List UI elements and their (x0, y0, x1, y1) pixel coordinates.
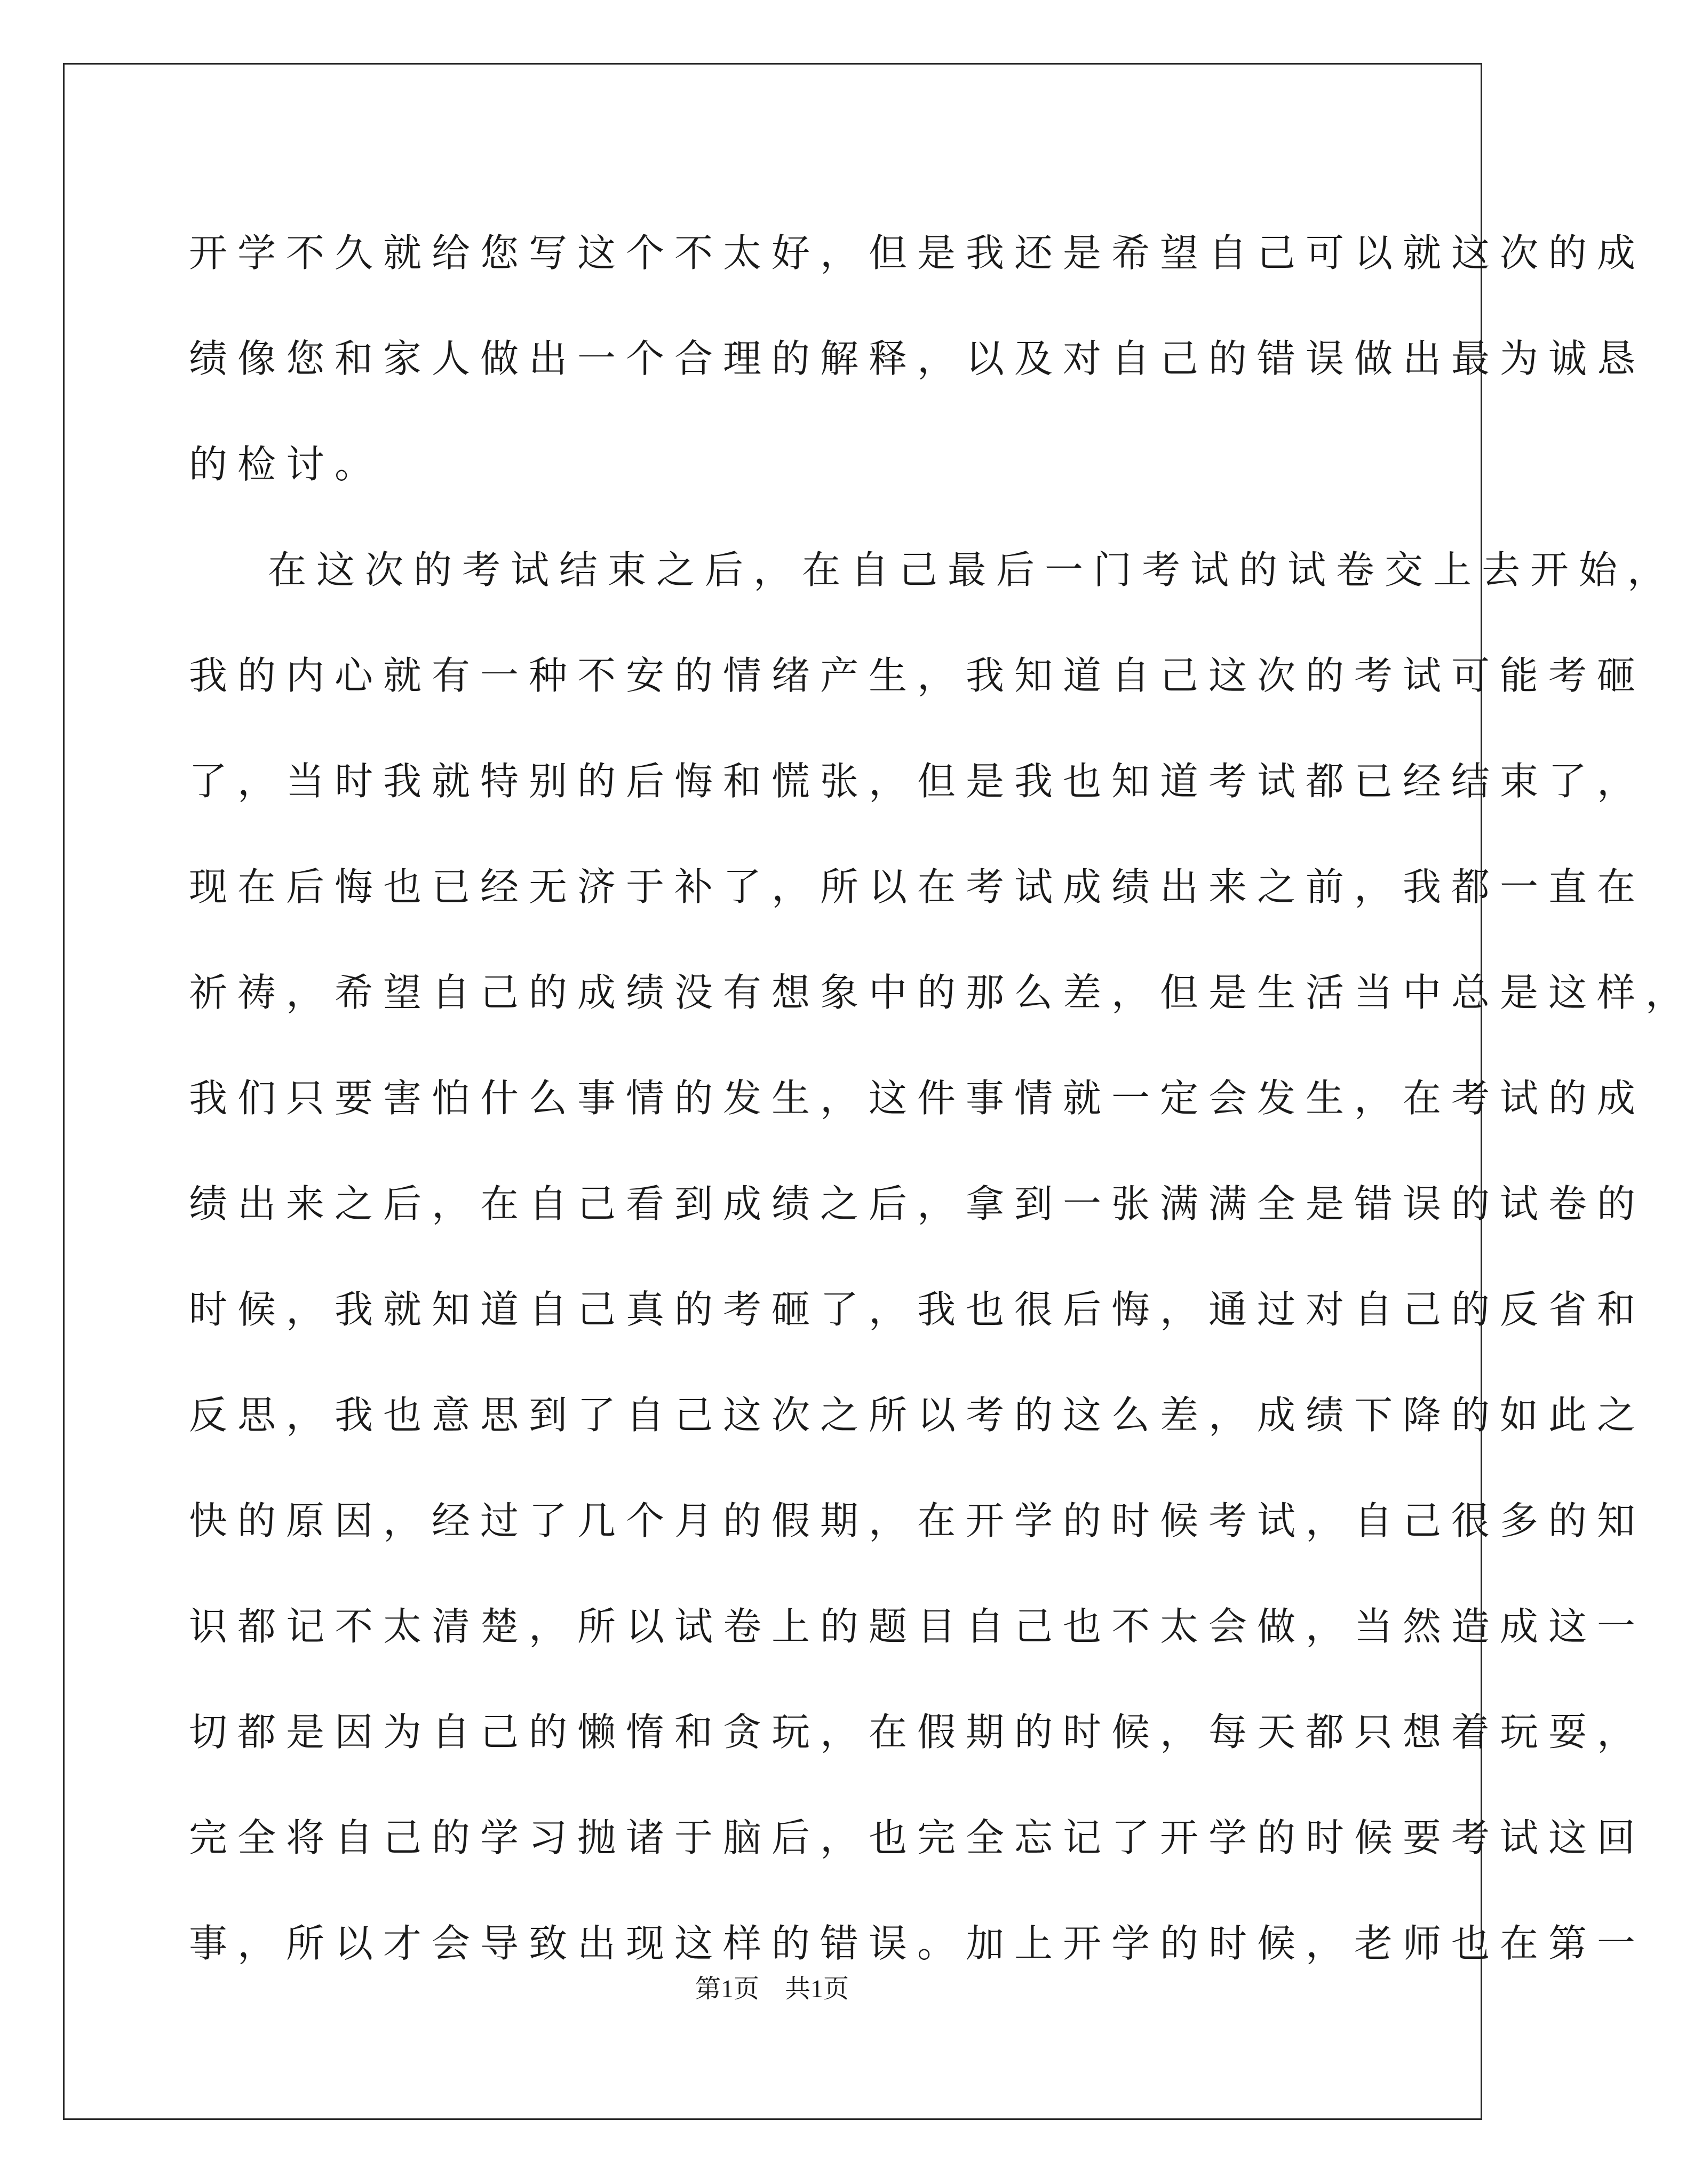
text-line: 绩像您和家人做出一个合理的解释，以及对自己的错误做出最为诚恳 (189, 336, 1646, 381)
text-line: 开学不久就给您写这个不太好，但是我还是希望自己可以就这次的成 (189, 231, 1646, 275)
text-line: 事，所以才会导致出现这样的错误。加上开学的时候，老师也在第一 (189, 1921, 1646, 1966)
text-line: 了，当时我就特别的后悔和慌张，但是我也知道考试都已经结束了， (189, 759, 1646, 804)
page-number-current: 第1页 (695, 1975, 759, 2003)
page-number-total: 共1页 (785, 1975, 849, 2003)
text-line: 切都是因为自己的懒惰和贪玩，在假期的时候，每天都只想着玩耍， (189, 1710, 1646, 1754)
text-line: 快的原因，经过了几个月的假期，在开学的时候考试，自己很多的知 (189, 1498, 1646, 1543)
text-line: 我的内心就有一种不安的情绪产生，我知道自己这次的考试可能考砸 (189, 653, 1646, 698)
text-line: 祈祷，希望自己的成绩没有想象中的那么差，但是生活当中总是这样， (189, 970, 1694, 1015)
document-body (189, 200, 1694, 1996)
page-footer (0, 1973, 1544, 2005)
text-line: 绩出来之后，在自己看到成绩之后，拿到一张满满全是错误的试卷的 (189, 1181, 1646, 1226)
text-line: 识都记不太清楚，所以试卷上的题目自己也不太会做，当然造成这一 (189, 1604, 1646, 1649)
text-line: 反思，我也意思到了自己这次之所以考的这么差，成绩下降的如此之 (189, 1393, 1646, 1438)
text-line: 的检讨。 (189, 442, 384, 487)
text-line: 完全将自己的学习抛诸于脑后，也完全忘记了开学的时候要考试这回 (189, 1815, 1646, 1860)
text-line: 在这次的考试结束之后，在自己最后一门考试的试卷交上去开始， (268, 547, 1676, 592)
text-line: 现在后悔也已经无济于补了，所以在考试成绩出来之前，我都一直在 (189, 864, 1646, 909)
text-line: 我们只要害怕什么事情的发生，这件事情就一定会发生，在考试的成 (189, 1076, 1646, 1121)
text-line: 时候，我就知道自己真的考砸了，我也很后悔，通过对自己的反省和 (189, 1287, 1646, 1332)
